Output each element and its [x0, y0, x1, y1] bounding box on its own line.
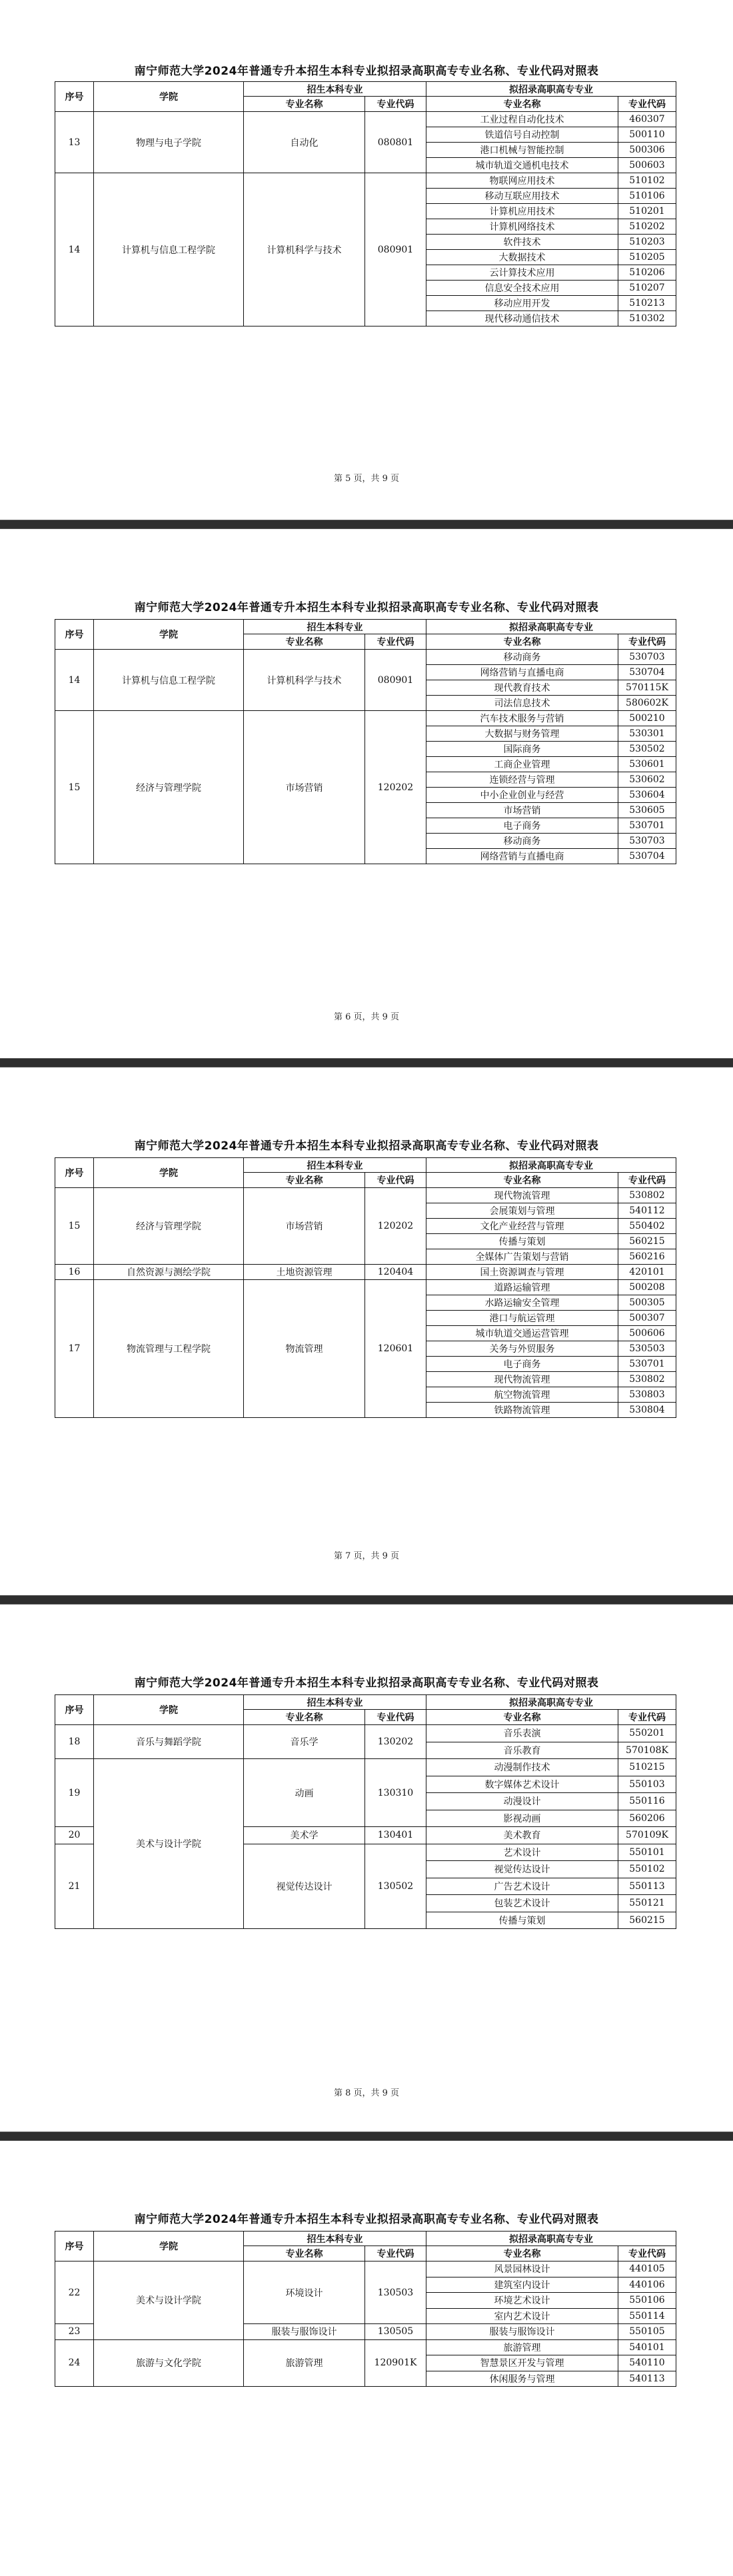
diploma-major-code: 540110 [618, 2355, 676, 2371]
row-school: 美术与设计学院 [94, 1759, 244, 1929]
page-separator [0, 1595, 733, 1605]
header-diploma-group: 拟招录高职高专专业 [426, 1695, 676, 1710]
diploma-major-name: 移动应用开发 [426, 296, 618, 311]
header-major-code: 专业代码 [365, 97, 426, 112]
diploma-major-name: 计算机应用技术 [426, 204, 618, 219]
diploma-major-name: 动漫设计 [426, 1793, 618, 1810]
diploma-major-name: 大数据技术 [426, 250, 618, 265]
diploma-major-name: 信息安全技术应用 [426, 281, 618, 296]
header-diploma-name: 专业名称 [426, 97, 618, 112]
header-school: 学院 [94, 620, 244, 650]
row-major-name: 自动化 [244, 112, 365, 173]
header-major-name: 专业名称 [244, 97, 365, 112]
diploma-major-name: 道路运输管理 [426, 1280, 618, 1295]
diploma-major-name: 包装艺术设计 [426, 1895, 618, 1912]
diploma-major-code: 510106 [618, 189, 676, 204]
header-undergrad-group: 招生本科专业 [244, 82, 426, 97]
diploma-major-name: 休闲服务与管理 [426, 2371, 618, 2387]
row-major-code: 120202 [365, 1188, 426, 1265]
header-row [55, 82, 676, 97]
diploma-major-code: 530502 [618, 742, 676, 757]
diploma-major-name: 铁路物流管理 [426, 1403, 618, 1418]
diploma-major-code: 510207 [618, 281, 676, 296]
page-separator [0, 520, 733, 529]
row-major-code: 130202 [365, 1725, 426, 1759]
diploma-major-code: 550201 [618, 1725, 676, 1742]
page-title: 南宁师范大学2024年普通专升本招生本科专业拟招录高职高专专业名称、专业代码对照表 [134, 2213, 599, 2226]
mapping-table [55, 81, 676, 326]
row-school: 计算机与信息工程学院 [94, 650, 244, 711]
diploma-major-name: 国土资源调查与管理 [426, 1265, 618, 1280]
row-major-name: 视觉传达设计 [244, 1844, 365, 1929]
header-diploma-code: 专业代码 [618, 634, 676, 650]
header-major-code: 专业代码 [365, 1710, 426, 1725]
diploma-major-code: 440105 [618, 2261, 676, 2277]
diploma-major-name: 现代物流管理 [426, 1188, 618, 1203]
diploma-major-name: 工业过程自动化技术 [426, 112, 618, 127]
header-school: 学院 [94, 82, 244, 112]
header-row [55, 620, 676, 634]
row-no: 18 [55, 1725, 94, 1759]
mapping-table [55, 1157, 676, 1418]
diploma-major-code: 530704 [618, 665, 676, 680]
table-row [55, 112, 676, 127]
diploma-major-name: 建筑室内设计 [426, 2277, 618, 2293]
diploma-major-code: 550101 [618, 1844, 676, 1861]
row-major-code: 130505 [365, 2324, 426, 2340]
diploma-major-code: 500305 [618, 1295, 676, 1311]
diploma-major-code: 530701 [618, 1357, 676, 1372]
diploma-major-code: 500606 [618, 1326, 676, 1341]
header-major-name: 专业名称 [244, 1710, 365, 1725]
mapping-table [55, 619, 676, 864]
row-major-code: 080801 [365, 112, 426, 173]
diploma-major-name: 移动商务 [426, 650, 618, 665]
header-major-code: 专业代码 [365, 2246, 426, 2261]
row-major-code: 080901 [365, 650, 426, 711]
diploma-major-code: 550402 [618, 1219, 676, 1234]
page-number: 第 7 页，共 9 页 [333, 1551, 400, 1561]
diploma-major-name: 中小企业创业与经营 [426, 788, 618, 803]
table-row [55, 711, 676, 726]
diploma-major-code: 530601 [618, 757, 676, 772]
diploma-major-name: 广告艺术设计 [426, 1878, 618, 1895]
page-separator [0, 1058, 733, 1067]
header-diploma-group: 拟招录高职高专专业 [426, 1158, 676, 1173]
diploma-major-code: 530703 [618, 650, 676, 665]
diploma-major-name: 音乐表演 [426, 1725, 618, 1742]
diploma-major-code: 550113 [618, 1878, 676, 1895]
table-row [55, 1265, 676, 1280]
diploma-major-code: 530803 [618, 1387, 676, 1403]
diploma-major-code: 500210 [618, 711, 676, 726]
diploma-major-name: 文化产业经营与管理 [426, 1219, 618, 1234]
row-no: 15 [55, 711, 94, 864]
header-school: 学院 [94, 1695, 244, 1725]
diploma-major-code: 550116 [618, 1793, 676, 1810]
row-major-code: 120901K [365, 2339, 426, 2387]
diploma-major-code: 530704 [618, 849, 676, 864]
row-school: 物理与电子学院 [94, 112, 244, 173]
row-school: 计算机与信息工程学院 [94, 173, 244, 326]
diploma-major-name: 艺术设计 [426, 1844, 618, 1861]
diploma-major-code: 510203 [618, 235, 676, 250]
row-major-name: 市场营销 [244, 1188, 365, 1265]
header-undergrad-group: 招生本科专业 [244, 2232, 426, 2246]
row-major-code: 120202 [365, 711, 426, 864]
header-major-name: 专业名称 [244, 2246, 365, 2261]
diploma-major-name: 数字媒体艺术设计 [426, 1776, 618, 1793]
row-major-code: 120404 [365, 1265, 426, 1280]
diploma-major-code: 540101 [618, 2339, 676, 2355]
row-major-name: 计算机科学与技术 [244, 173, 365, 326]
diploma-major-name: 服装与服饰设计 [426, 2324, 618, 2340]
diploma-major-code: 550103 [618, 1776, 676, 1793]
diploma-major-name: 电子商务 [426, 818, 618, 834]
diploma-major-name: 环境艺术设计 [426, 2293, 618, 2309]
header-diploma-name: 专业名称 [426, 634, 618, 650]
header-diploma-code: 专业代码 [618, 2246, 676, 2261]
row-no: 17 [55, 1280, 94, 1418]
row-no: 22 [55, 2261, 94, 2324]
diploma-major-name: 视觉传达设计 [426, 1861, 618, 1878]
row-major-code: 130401 [365, 1827, 426, 1844]
diploma-major-code: 460307 [618, 112, 676, 127]
diploma-major-name: 云计算技术应用 [426, 265, 618, 281]
diploma-major-code: 530301 [618, 726, 676, 742]
diploma-major-name: 国际商务 [426, 742, 618, 757]
diploma-major-name: 连锁经营与管理 [426, 772, 618, 788]
row-no: 23 [55, 2324, 94, 2340]
diploma-major-name: 计算机网络技术 [426, 219, 618, 235]
header-undergrad-group: 招生本科专业 [244, 620, 426, 634]
diploma-major-name: 风景园林设计 [426, 2261, 618, 2277]
mapping-table [55, 2231, 676, 2387]
diploma-major-name: 软件技术 [426, 235, 618, 250]
header-school: 学院 [94, 1158, 244, 1188]
table-row [55, 1280, 676, 1295]
diploma-major-name: 城市轨道交通运营管理 [426, 1326, 618, 1341]
diploma-major-code: 420101 [618, 1265, 676, 1280]
header-diploma-code: 专业代码 [618, 97, 676, 112]
diploma-major-name: 航空物流管理 [426, 1387, 618, 1403]
page-number: 第 6 页，共 9 页 [333, 1012, 400, 1022]
diploma-major-code: 440106 [618, 2277, 676, 2293]
page-title: 南宁师范大学2024年普通专升本招生本科专业拟招录高职高专专业名称、专业代码对照表 [134, 601, 599, 614]
diploma-major-code: 550114 [618, 2308, 676, 2324]
diploma-major-code: 550102 [618, 1861, 676, 1878]
header-diploma-group: 拟招录高职高专专业 [426, 2232, 676, 2246]
diploma-major-code: 510213 [618, 296, 676, 311]
diploma-major-code: 530602 [618, 772, 676, 788]
diploma-major-code: 550121 [618, 1895, 676, 1912]
diploma-major-code: 560216 [618, 1249, 676, 1265]
header-major-code: 专业代码 [365, 1173, 426, 1188]
diploma-major-code: 550105 [618, 2324, 676, 2340]
header-undergrad-group: 招生本科专业 [244, 1158, 426, 1173]
diploma-major-code: 530701 [618, 818, 676, 834]
diploma-major-name: 会展策划与管理 [426, 1203, 618, 1219]
header-major-name: 专业名称 [244, 634, 365, 650]
table-row [55, 173, 676, 189]
diploma-major-code: 580602K [618, 696, 676, 711]
diploma-major-code: 530804 [618, 1403, 676, 1418]
diploma-major-name: 关务与外贸服务 [426, 1341, 618, 1357]
diploma-major-code: 560215 [618, 1912, 676, 1929]
diploma-major-code: 570115K [618, 680, 676, 696]
diploma-major-name: 动漫制作技术 [426, 1759, 618, 1776]
table-row [55, 2261, 676, 2277]
row-no: 15 [55, 1188, 94, 1265]
diploma-major-name: 音乐教育 [426, 1742, 618, 1759]
row-no: 20 [55, 1827, 94, 1844]
diploma-major-name: 网络营销与直播电商 [426, 849, 618, 864]
row-school: 旅游与文化学院 [94, 2339, 244, 2387]
row-major-code: 080901 [365, 173, 426, 326]
header-diploma-code: 专业代码 [618, 1173, 676, 1188]
diploma-major-code: 530605 [618, 803, 676, 818]
diploma-major-name: 移动互联应用技术 [426, 189, 618, 204]
diploma-major-name: 智慧景区开发与管理 [426, 2355, 618, 2371]
row-school: 经济与管理学院 [94, 711, 244, 864]
diploma-major-code: 500110 [618, 127, 676, 143]
header-no: 序号 [55, 1158, 94, 1188]
row-major-name: 计算机科学与技术 [244, 650, 365, 711]
row-major-name: 旅游管理 [244, 2339, 365, 2387]
diploma-major-code: 510201 [618, 204, 676, 219]
diploma-major-code: 510102 [618, 173, 676, 189]
page-separator [0, 2132, 733, 2141]
row-major-code: 130502 [365, 1844, 426, 1929]
header-major-code: 专业代码 [365, 634, 426, 650]
diploma-major-code: 530802 [618, 1372, 676, 1387]
diploma-major-code: 570109K [618, 1827, 676, 1844]
header-undergrad-group: 招生本科专业 [244, 1695, 426, 1710]
diploma-major-code: 510202 [618, 219, 676, 235]
diploma-major-name: 大数据与财务管理 [426, 726, 618, 742]
header-diploma-group: 拟招录高职高专专业 [426, 620, 676, 634]
header-row [55, 2232, 676, 2246]
row-major-name: 物流管理 [244, 1280, 365, 1418]
diploma-major-name: 现代物流管理 [426, 1372, 618, 1387]
row-no: 14 [55, 173, 94, 326]
row-no: 14 [55, 650, 94, 711]
diploma-major-name: 影视动画 [426, 1810, 618, 1827]
diploma-major-code: 500306 [618, 143, 676, 158]
diploma-major-code: 530802 [618, 1188, 676, 1203]
header-major-name: 专业名称 [244, 1173, 365, 1188]
row-major-name: 市场营销 [244, 711, 365, 864]
diploma-major-code: 530503 [618, 1341, 676, 1357]
diploma-major-name: 铁道信号自动控制 [426, 127, 618, 143]
row-major-code: 130310 [365, 1759, 426, 1827]
header-no: 序号 [55, 620, 94, 650]
diploma-major-code: 530604 [618, 788, 676, 803]
row-major-code: 130503 [365, 2261, 426, 2324]
table-row [55, 650, 676, 665]
diploma-major-code: 560206 [618, 1810, 676, 1827]
header-row [55, 1695, 676, 1710]
diploma-major-name: 港口机械与智能控制 [426, 143, 618, 158]
table-row [55, 1725, 676, 1742]
diploma-major-name: 移动商务 [426, 834, 618, 849]
diploma-major-name: 美术教育 [426, 1827, 618, 1844]
header-row [55, 1158, 676, 1173]
row-school: 经济与管理学院 [94, 1188, 244, 1265]
row-no: 21 [55, 1844, 94, 1929]
diploma-major-name: 旅游管理 [426, 2339, 618, 2355]
diploma-major-code: 500208 [618, 1280, 676, 1295]
page-title: 南宁师范大学2024年普通专升本招生本科专业拟招录高职高专专业名称、专业代码对照表 [134, 1139, 599, 1153]
row-no: 13 [55, 112, 94, 173]
row-no: 16 [55, 1265, 94, 1280]
diploma-major-name: 物联网应用技术 [426, 173, 618, 189]
diploma-major-name: 司法信息技术 [426, 696, 618, 711]
diploma-major-name: 网络营销与直播电商 [426, 665, 618, 680]
page-number: 第 5 页，共 9 页 [333, 474, 400, 484]
mapping-table [55, 1694, 676, 1929]
row-school: 物流管理与工程学院 [94, 1280, 244, 1418]
row-major-code: 120601 [365, 1280, 426, 1418]
diploma-major-name: 城市轨道交通机电技术 [426, 158, 618, 173]
diploma-major-code: 540113 [618, 2371, 676, 2387]
diploma-major-name: 传播与策划 [426, 1234, 618, 1249]
row-school: 自然资源与测绘学院 [94, 1265, 244, 1280]
row-school: 美术与设计学院 [94, 2261, 244, 2340]
diploma-major-name: 现代移动通信技术 [426, 311, 618, 326]
diploma-major-name: 水路运输安全管理 [426, 1295, 618, 1311]
page-title: 南宁师范大学2024年普通专升本招生本科专业拟招录高职高专专业名称、专业代码对照表 [134, 65, 599, 78]
diploma-major-code: 510205 [618, 250, 676, 265]
diploma-major-name: 现代教育技术 [426, 680, 618, 696]
diploma-major-code: 570108K [618, 1742, 676, 1759]
row-major-name: 土地资源管理 [244, 1265, 365, 1280]
header-no: 序号 [55, 2232, 94, 2261]
table-row [55, 1759, 676, 1776]
header-no: 序号 [55, 82, 94, 112]
row-major-name: 美术学 [244, 1827, 365, 1844]
diploma-major-code: 560215 [618, 1234, 676, 1249]
diploma-major-code: 510302 [618, 311, 676, 326]
diploma-major-name: 市场营销 [426, 803, 618, 818]
row-major-name: 服装与服饰设计 [244, 2324, 365, 2340]
row-no: 24 [55, 2339, 94, 2387]
diploma-major-code: 550106 [618, 2293, 676, 2309]
row-major-name: 环境设计 [244, 2261, 365, 2324]
header-school: 学院 [94, 2232, 244, 2261]
row-major-name: 动画 [244, 1759, 365, 1827]
row-major-name: 音乐学 [244, 1725, 365, 1759]
diploma-major-code: 510206 [618, 265, 676, 281]
diploma-major-code: 530703 [618, 834, 676, 849]
header-diploma-code: 专业代码 [618, 1710, 676, 1725]
diploma-major-name: 传播与策划 [426, 1912, 618, 1929]
row-school: 音乐与舞蹈学院 [94, 1725, 244, 1759]
row-no: 19 [55, 1759, 94, 1827]
diploma-major-name: 室内艺术设计 [426, 2308, 618, 2324]
diploma-major-name: 电子商务 [426, 1357, 618, 1372]
table-row [55, 2339, 676, 2355]
diploma-major-code: 510215 [618, 1759, 676, 1776]
header-diploma-name: 专业名称 [426, 2246, 618, 2261]
page-number: 第 8 页，共 9 页 [333, 2088, 400, 2098]
diploma-major-name: 工商企业管理 [426, 757, 618, 772]
diploma-major-code: 500603 [618, 158, 676, 173]
page-title: 南宁师范大学2024年普通专升本招生本科专业拟招录高职高专专业名称、专业代码对照表 [134, 1676, 599, 1690]
diploma-major-code: 500307 [618, 1311, 676, 1326]
diploma-major-name: 汽车技术服务与营销 [426, 711, 618, 726]
header-diploma-name: 专业名称 [426, 1173, 618, 1188]
header-diploma-group: 拟招录高职高专专业 [426, 82, 676, 97]
diploma-major-name: 全媒体广告策划与营销 [426, 1249, 618, 1265]
diploma-major-code: 540112 [618, 1203, 676, 1219]
header-no: 序号 [55, 1695, 94, 1725]
header-diploma-name: 专业名称 [426, 1710, 618, 1725]
diploma-major-name: 港口与航运管理 [426, 1311, 618, 1326]
table-row [55, 1188, 676, 1203]
